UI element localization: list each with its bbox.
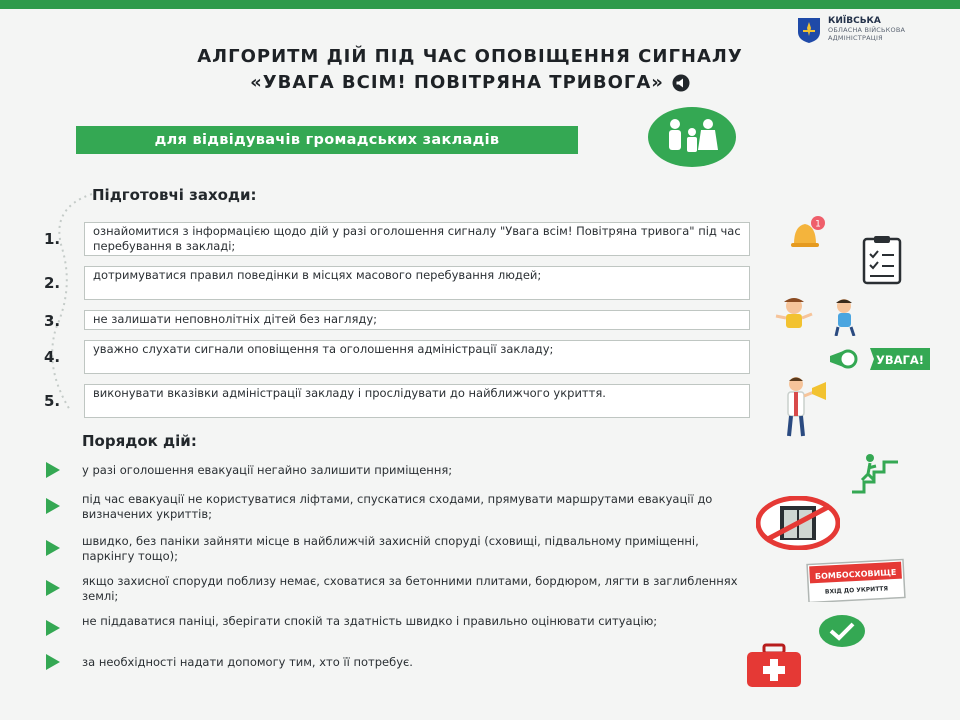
action-item-2: під час евакуації не користуватися ліфтами, спускатися сходами, прямувати маршрутами евакуації до визначених укриттів;: [82, 492, 713, 521]
speaker-icon: [672, 74, 690, 92]
prep-number-4: 4.: [44, 348, 61, 366]
shelter-sign-title: БОМБОСХОВИЩЕ: [814, 567, 897, 582]
attention-sign-text: УВАГА!: [875, 353, 925, 367]
logo-line-1: КИЇВСЬКА: [828, 16, 881, 26]
prep-item-4: уважно слухати сигнали оповіщення та оголошення адміністрації закладу;: [84, 340, 750, 374]
actions-heading: Порядок дій:: [82, 432, 197, 450]
logo: [796, 16, 905, 44]
arrow-bullet-icon: [46, 620, 60, 636]
action-item-4: якщо захисної споруди поблизу немає, сховатися за бетонними плитами, бордюром, лягти в заглибленнях землі;: [82, 574, 738, 603]
logo-line-3: АДМІНІСТРАЦІЯ: [828, 34, 883, 42]
coat-of-arms-icon: [796, 16, 822, 44]
arrow-bullet-icon: [46, 498, 60, 514]
top-accent-bar: [0, 0, 960, 9]
no-elevator-icon: [756, 496, 840, 550]
arrow-bullet-icon: [46, 654, 60, 670]
prep-item-5: виконувати вказівки адміністрації закладу і прослідувати до найближчого укриття.: [84, 384, 750, 418]
page-title: [100, 44, 840, 96]
logo-line-2: ОБЛАСНА ВІЙСЬКОВА: [828, 26, 906, 34]
prep-item-2: дотримуватися правил поведінки в місцях масового перебування людей;: [84, 266, 750, 300]
children-icon: [770, 296, 866, 336]
bell-icon: [782, 214, 828, 254]
action-item-3: швидко, без паніки зайняти місце в найближчій захисній споруді (сховищі, підвальному приміщенні, паркінгу тощо);: [82, 534, 699, 563]
clipboard-icon: [858, 234, 908, 286]
action-item-6: за необхідності надати допомогу тим, хто її потребує.: [82, 655, 413, 669]
family-icon: [642, 106, 742, 168]
prep-number-5: 5.: [44, 392, 61, 410]
bomb-shelter-sign: [806, 556, 906, 602]
title-line-2: «УВАГА ВСІМ! ПОВІТРЯНА ТРИВОГА»: [250, 72, 664, 93]
prep-number-1: 1.: [44, 230, 61, 248]
shelter-sign-subtitle: ВХІД ДО УКРИТТЯ: [824, 585, 889, 596]
prep-item-3: не залишати неповнолітніх дітей без нагляду;: [84, 310, 750, 330]
arrow-bullet-icon: [46, 462, 60, 478]
first-aid-kit-icon: [744, 642, 804, 690]
prep-item-1: ознайомитися з інформацією щодо дій у разі оголошення сигналу "Увага всім! Повітряна тривога" під час перебування в закладі;: [84, 222, 750, 256]
megaphone-attention-icon: [828, 344, 932, 374]
audience-badge: для відвідувачів громадських закладів: [76, 126, 578, 154]
title-line-1: АЛГОРИТМ ДІЙ ПІД ЧАС ОПОВІЩЕННЯ СИГНАЛУ: [197, 46, 743, 67]
bell-badge: 1: [815, 219, 821, 230]
worker-with-megaphone-icon: [778, 374, 830, 438]
arrow-bullet-icon: [46, 540, 60, 556]
prep-heading: Підготовчі заходи:: [92, 186, 257, 204]
prep-number-2: 2.: [44, 274, 61, 292]
action-item-1: у разі оголошення евакуації негайно залишити приміщення;: [82, 463, 453, 477]
action-item-5: не піддаватися паніці, зберігати спокій та здатність швидко і правильно оцінювати ситуацію;: [82, 614, 658, 628]
checkmark-icon: [818, 614, 866, 648]
arrow-bullet-icon: [46, 580, 60, 596]
prep-number-3: 3.: [44, 312, 61, 330]
stairs-exit-icon: [850, 452, 900, 494]
